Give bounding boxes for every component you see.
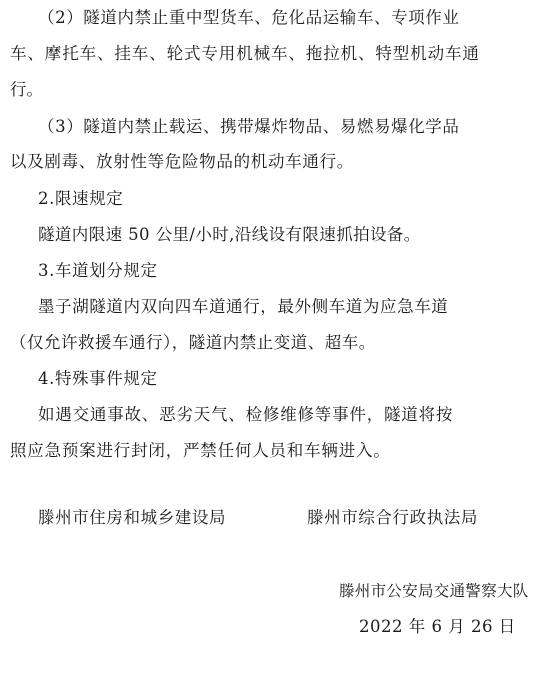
document-date: 2022 年 6 月 26 日 xyxy=(359,617,516,636)
signature-law-enforcement-bureau: 滕州市综合行政执法局 xyxy=(307,508,478,527)
paragraph-line: 以及剧毒、放射性等危险物品的机动车通行。 xyxy=(10,152,354,171)
section-heading-special-events: 4.特殊事件规定 xyxy=(38,369,158,388)
section-heading-speed-limit: 2.限速规定 xyxy=(38,189,124,208)
paragraph-line: 如遇交通事故、恶劣天气、检修维修等事件，隧道将按 xyxy=(38,405,454,424)
signature-traffic-police: 滕州市公安局交通警察大队 xyxy=(339,582,529,600)
paragraph-line: 车、摩托车、挂车、轮式专用机械车、拖拉机、特型机动车通 xyxy=(10,44,480,63)
signature-housing-bureau: 滕州市住房和城乡建设局 xyxy=(38,508,227,527)
paragraph-line: 隧道内限速 50 公里/小时,沿线设有限速抓拍设备。 xyxy=(38,225,421,244)
section-heading-lane-division: 3.车道划分规定 xyxy=(38,261,158,280)
paragraph-line: （2）隧道内禁止重中型货车、危化品运输车、专项作业 xyxy=(38,8,460,27)
paragraph-line: 照应急预案进行封闭，严禁任何人员和车辆进入。 xyxy=(10,441,391,460)
paragraph-line: 行。 xyxy=(10,80,43,99)
paragraph-line: （仅允许救援车通行），隧道内禁止变道、超车。 xyxy=(10,333,376,352)
paragraph-line: （3）隧道内禁止载运、携带爆炸物品、易燃易爆化学品 xyxy=(38,117,460,136)
paragraph-line: 墨子湖隧道内双向四车道通行，最外侧车道为应急车道 xyxy=(38,297,449,316)
